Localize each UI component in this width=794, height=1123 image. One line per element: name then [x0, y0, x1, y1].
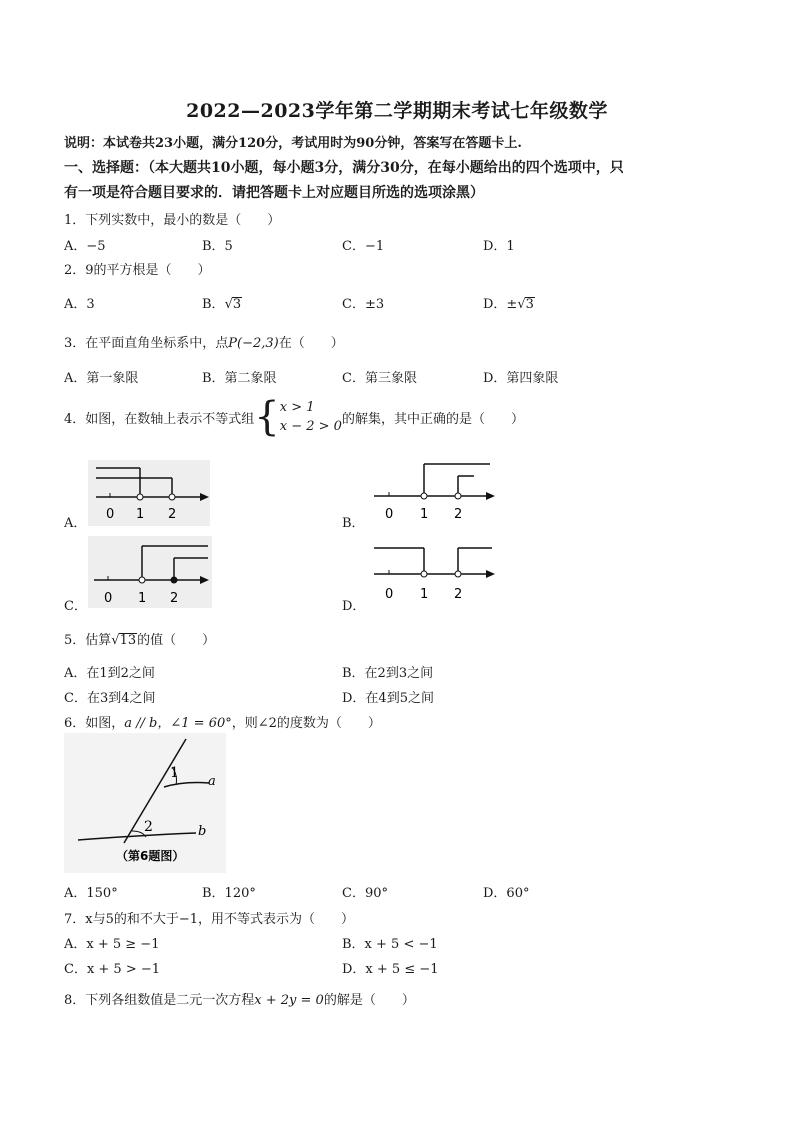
q4-ineq1: x > 1 [279, 400, 315, 415]
q7-option-b: B．x + 5 < −1 [342, 937, 438, 952]
q4-figure-d [370, 540, 498, 608]
q1-option-b: B．5 [202, 239, 233, 254]
q5-radicand: 13 [119, 633, 137, 648]
angle2-label: 2 [144, 819, 153, 835]
open-dot-2 [169, 494, 175, 500]
tick-label-1: 1 [138, 591, 147, 606]
exam-title: 2022—2023学年第二学期期末考试七年级数学 [186, 100, 608, 122]
q2-option-a: A．3 [64, 297, 95, 312]
q4-ineq2: x − 2 > 0 [279, 419, 342, 434]
q4-stem [64, 394, 524, 440]
q2-option-b-radicand: 3 [232, 297, 242, 312]
tick-label-0: 0 [385, 507, 394, 522]
q2-option-c: C．±3 [342, 297, 385, 312]
q8-equation: x + 2y = 0 [254, 993, 324, 1008]
q5-stem [64, 629, 215, 648]
q5-option-b: B．在2到3之间 [342, 666, 434, 681]
tick-label-1: 1 [420, 507, 429, 522]
q6-condition: a // b，∠1 = 60° [124, 716, 232, 731]
q6-option-d: D．60° [483, 886, 530, 901]
open-dot-1 [421, 493, 427, 499]
q7-option-c: C．x + 5 > −1 [64, 962, 161, 977]
line-a-label: a [208, 774, 216, 789]
q4-label-a: A． [64, 516, 87, 531]
q4-stem-suffix: 的解集，其中正确的是（ ） [341, 411, 524, 427]
section1-heading-line2: 有一项是符合题目要求的．请把答题卡上对应题目所选的选项涂黑） [64, 185, 484, 201]
arrow-head [486, 492, 495, 500]
tick-label-2: 2 [454, 587, 463, 602]
q3-option-d: D．第四象限 [483, 371, 559, 386]
q6-option-a: A．150° [64, 886, 118, 901]
q2-option-d-radicand: 3 [525, 297, 534, 312]
open-dot-1 [421, 571, 427, 577]
q1-option-a: A．−5 [64, 239, 106, 254]
tick-label-0: 0 [104, 591, 113, 606]
q3-point: P(−2,3) [228, 336, 279, 351]
q6-figure [64, 733, 226, 873]
q3-option-b: B．第二象限 [202, 371, 277, 386]
q5-option-a: A．在1到2之间 [64, 666, 155, 681]
q4-label-d: D． [342, 599, 366, 614]
q6-option-c: C．90° [342, 886, 388, 901]
q1-option-c: C．−1 [342, 239, 385, 254]
q8-stem [64, 989, 415, 1008]
tick-label-0: 0 [385, 587, 394, 602]
q5-option-d: D．在4到5之间 [342, 691, 434, 706]
q2-option-b [202, 293, 242, 312]
tick-label-1: 1 [420, 587, 429, 602]
q8-stem-suffix: 的解是（ ） [323, 993, 415, 1008]
q4-figure-c [88, 536, 212, 608]
q1-option-d: D．1 [483, 239, 515, 254]
open-dot-2 [455, 571, 461, 577]
q6-stem-prefix: 6．如图， [64, 716, 125, 731]
tick-label-0: 0 [106, 507, 115, 522]
arrow-head [486, 570, 495, 578]
section1-heading-line1: 一、选择题：（本大题共10小题，每小题3分，满分30分，在每小题给出的四个选项中，只 [64, 160, 624, 176]
q4-label-c: C． [64, 599, 87, 614]
q3-option-c: C．第三象限 [342, 371, 417, 386]
q1-stem: 1．下列实数中，最小的数是（ ） [64, 213, 281, 228]
open-dot-1 [139, 577, 145, 583]
q4-stem-prefix: 4．如图，在数轴上表示不等式组 [64, 411, 255, 427]
sqrt-sign: √ [517, 297, 526, 312]
q3-option-a: A．第一象限 [64, 371, 139, 386]
q6-option-b: B．120° [202, 886, 256, 901]
q3-stem [64, 332, 344, 351]
q2-option-b-label: B． [202, 297, 225, 312]
q8-stem-prefix: 8．下列各组数值是二元一次方程 [64, 993, 255, 1008]
open-dot-1 [137, 494, 143, 500]
q4-figure-a [88, 460, 210, 526]
q5-option-c: C．在3到4之间 [64, 691, 156, 706]
tick-label-1: 1 [136, 507, 145, 522]
q2-option-d [483, 293, 535, 312]
q4-system [280, 398, 342, 436]
q5-stem-prefix: 5．估算 [64, 633, 112, 648]
q4-brace: { [254, 394, 280, 440]
q7-option-d: D．x + 5 ≤ −1 [342, 962, 439, 977]
angle1-label: 1 [170, 765, 179, 781]
q6-stem [64, 712, 381, 731]
figure-caption: （第6题图） [116, 849, 185, 863]
q2-stem: 2．9的平方根是（ ） [64, 263, 211, 278]
q7-option-a: A．x + 5 ≥ −1 [64, 937, 160, 952]
q2-option-d-label: D．± [483, 297, 518, 312]
instructions: 说明：本试卷共23小题，满分120分，考试用时为90分钟，答案写在答题卡上. [64, 136, 522, 151]
closed-dot-2 [171, 577, 177, 583]
tick-label-2: 2 [170, 591, 179, 606]
q4-label-b: B． [342, 516, 365, 531]
q5-stem-suffix: 的值（ ） [137, 633, 216, 648]
tick-label-2: 2 [168, 507, 177, 522]
q6-stem-suffix: ，则∠2的度数为（ ） [231, 716, 381, 731]
q7-stem: 7．x与5的和不大于−1，用不等式表示为（ ） [64, 912, 355, 927]
line-b-label: b [198, 824, 207, 839]
sqrt-sign: √ [224, 297, 233, 312]
tick-label-2: 2 [454, 507, 463, 522]
q4-figure-b [370, 452, 498, 526]
sqrt-sign: √ [111, 633, 120, 648]
q3-stem-suffix: 在（ ） [278, 336, 344, 351]
q3-stem-prefix: 3．在平面直角坐标系中，点 [64, 336, 229, 351]
open-dot-2 [455, 493, 461, 499]
